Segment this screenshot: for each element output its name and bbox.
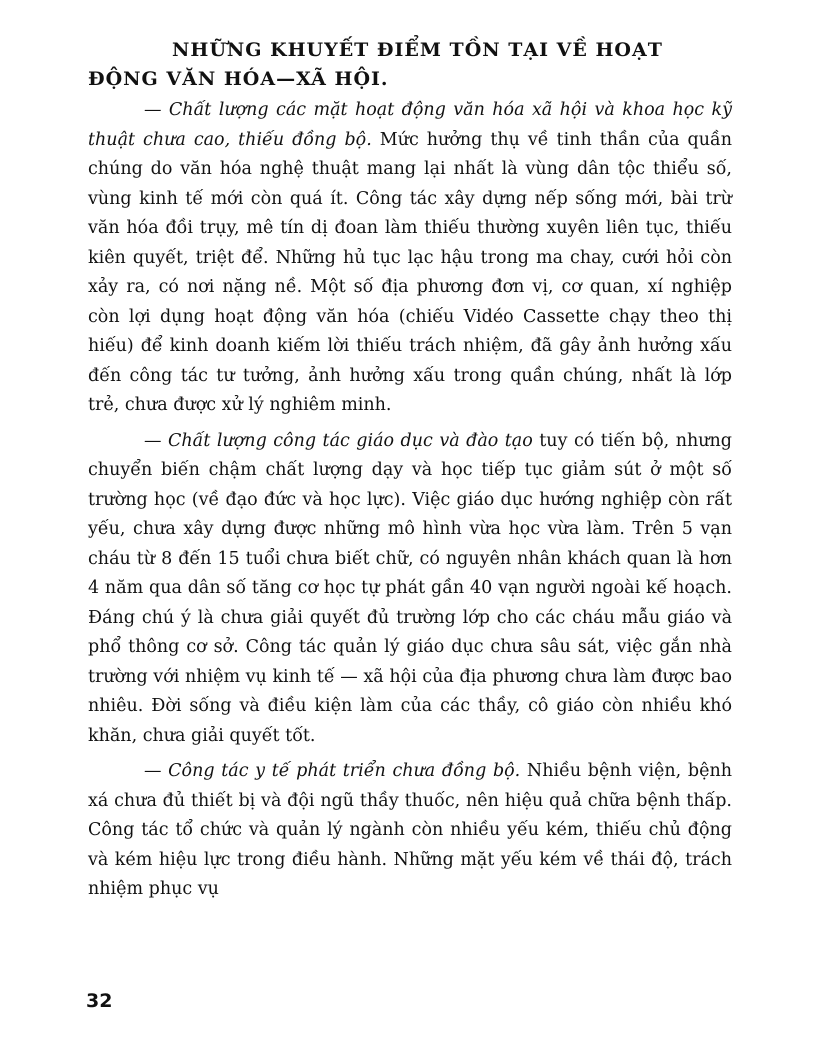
paragraph-health <box>88 757 732 905</box>
heading-line-2: ĐỘNG VĂN HÓA—XÃ HỘI. <box>88 68 389 90</box>
page-number: 32 <box>86 990 113 1012</box>
section-heading <box>88 36 732 94</box>
paragraph-lead: — Chất lượng các mặt hoạt động văn hóa xã hội và khoa học kỹ thuật chưa cao, thiếu đồng bộ. <box>88 100 732 150</box>
paragraph-body: Mức hưởng thụ về tinh thần của quần chúng do văn hóa nghệ thuật mang lại nhất là vùng dân tộc thiểu số, vùng kinh tế mới còn quá ít. Công tác xây dựng nếp sống mới, bài trừ văn hóa đồi trụy, mê tín dị đoan làm thiếu thường xuyên liên tục, thiếu kiên quyết, triệt để. Những hủ tục lạc hậu trong ma chay, cưới hỏi còn xảy ra, có nơi nặng nề. Một số địa phương đơn vị, cơ quan, xí nghiệp còn lợi dụng hoạt động văn hóa (chiếu Vidéo Cassette chạy theo thị hiếu) để kinh doanh kiếm lời thiếu trách nhiệm, đã gây ảnh hưởng xấu đến công tác tư tưởng, ảnh hưởng xấu trong quần chúng, nhất là lớp trẻ, chưa được xử lý nghiêm minh. <box>88 129 732 415</box>
paragraph-lead: — Chất lượng công tác giáo dục và đào tạo <box>144 430 533 451</box>
document-page <box>88 36 732 905</box>
heading-line-1: NHỮNG KHUYẾT ĐIỂM TỒN TẠI VỀ HOẠT <box>172 39 663 61</box>
paragraph-body: tuy có tiến bộ, nhưng chuyển biến chậm chất lượng dạy và học tiếp tục giảm sút ở một số trường học (về đạo đức và học lực). Việc giáo dục hướng nghiệp còn rất yếu, chưa xây dựng được những mô hình vừa học vừa làm. Trên 5 vạn cháu từ 8 đến 15 tuổi chưa biết chữ, có nguyên nhân khách quan là hơn 4 năm qua dân số tăng cơ học tự phát gần 40 vạn người ngoài kế hoạch. Đáng chú ý là chưa giải quyết đủ trường lớp cho các cháu mẫu giáo và phổ thông cơ sở. Công tác quản lý giáo dục chưa sâu sát, việc gắn nhà trường với nhiệm vụ kinh tế — xã hội của địa phương chưa làm được bao nhiêu. Đời sống và điều kiện làm của các thầy, cô giáo còn nhiều khó khăn, chưa giải quyết tốt. <box>88 430 732 746</box>
paragraph-culture <box>88 96 732 421</box>
paragraph-body: Nhiều bệnh viện, bệnh xá chưa đủ thiết bị và đội ngũ thầy thuốc, nên hiệu quả chữa bệnh thấp. Công tác tổ chức và quản lý ngành còn nhiều yếu kém, thiếu chủ động và kém hiệu lực trong điều hành. Những mặt yếu kém về thái độ, trách nhiệm phục vụ <box>88 761 732 899</box>
paragraph-lead: — Công tác y tế phát triển chưa đồng bộ. <box>144 761 521 781</box>
paragraph-education <box>88 427 732 752</box>
